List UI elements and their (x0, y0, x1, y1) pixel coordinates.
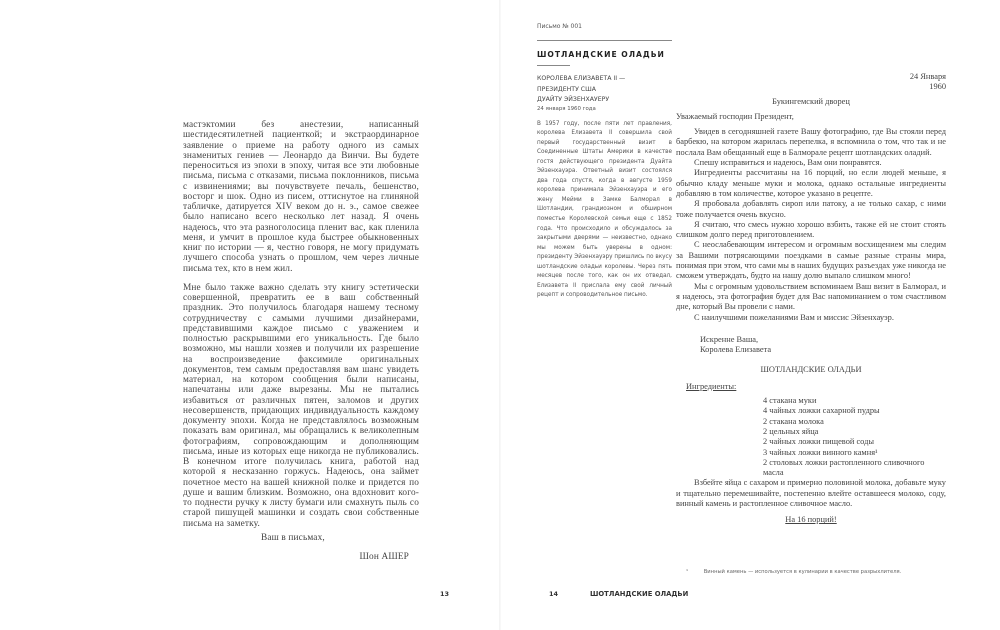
subtitle-line: ДУАЙТУ ЭЙЗЕНХАУЕРУ (537, 96, 610, 103)
preface-paragraph: Мне было также важно сделать эту книгу эстетически совершенной, превратить ее в ваш собственный праздник. Это получилось благодаря нашему тесному сотрудничеству с самыми лучшими дизайнерами, представившими каждое письмо с уважением и полностью раскрывшими его уникальность. Где было возможно, мы нашли хозяев и получили их разрешение на воспроизведение факсимиле оригинальных документов, тем самым предоставляя вам шанс увидеть материал, на котором сообщения были написаны, напечатаны или даже вырезаны. Мы не пытались избавиться от различных пятен, заломов и других несовершенств, придающих индивидуальность каждому документу эпохи. Когда не представлялось возможным показать вам оригинал, мы обращались к великолепным фотографиям, сопровождающим и дополняющим письма, иные из которых еще никогда не публиковались. В конечном итоге получилась книга, работой над которой я несказанно горжусь. Надеюсь, она займет почетное место на вашей книжной полке и придется по душе и вашим близким. Возможно, она вдохновит кого-то поднести ручку к листу бумаги или смахнуть пыль со старой пишущей машинки и создать свои собственные письма на заметку. (183, 282, 419, 529)
letter-date-year: 1960 (929, 82, 946, 92)
letter-paragraph: Я считаю, что смесь нужно хорошо взбить, также ей не стоит стоять слишком долго перед приготовлением. (676, 219, 946, 240)
ingredient-item: 4 стакана муки (763, 396, 817, 406)
preface-signature: Шон АШЕР (359, 552, 409, 562)
letter-text (676, 72, 946, 526)
ingredients-list (763, 396, 938, 478)
letter-place: Букингемский дворец (772, 96, 850, 106)
recipe-title: ШОТЛАНДСКИЕ ОЛАДЬИ (760, 365, 862, 375)
letter-paragraph: Увидев в сегодняшней газете Вашу фотографию, где Вы стояли перед барбекю, на котором жарилась перепелка, я вспомнила о том, что так и не послала Вам обещанный еще в Балморале рецепт шотландских оладий. (676, 127, 946, 157)
letter-paragraph: С неослабевающим интересом и огромным восхищением мы следим за Вашими потрясающими поездками в самые разные страны мира, понимая при этом, что сами мы в наших будущих разъездах уже никогда не сможем утверждать, будто на нашу долю выпало слишком много! (676, 240, 946, 281)
letter-closing: Искренне Ваша, (700, 334, 759, 344)
ingredient-item: 3 чайных ложки винного камня¹ (763, 447, 878, 457)
ingredient-item: 2 цельных яйца (763, 426, 819, 436)
letter-date-day: 24 Января (909, 72, 946, 81)
letter-intro: В 1957 году, после пяти лет правления, королева Елизавета II совершила свой первый государственный визит в Соединенные Штаты Америки в качестве гостя действующего президента Дуайта Эйзенхауэра. Ответный визит состоялся два года спустя, когда в августе 1959 королева принимала Эйзенхауэра и его жену Мейми в Замке Балморал в Шотландии, грандиозном и обширном поместье Королевской семьи еще с 1852 года. Что происходило и обсуждалось за закрытыми дверями — неизвестно, однако мы можем быть уверены в одном: президенту Эйзенхауэру пришлись по вкусу шотландские оладьи королевы. Через пять месяцев после того, как он их отведал, Елизавета II прислала ему свой личный рецепт и сопроводительное письмо. (537, 120, 672, 299)
letter-paragraph: Спешу исправиться и надеюсь, Вам они понравятся. (694, 158, 882, 168)
divider (537, 40, 672, 41)
ingredients-label: Ингредиенты: (686, 381, 737, 391)
running-title: ШОТЛАНДСКИЕ ОЛАДЬИ (590, 590, 689, 598)
subtitle-line: КОРОЛЕВА ЕЛИЗАВЕТА II — (537, 75, 626, 82)
letter-subtitle (537, 74, 672, 106)
ingredient-item: 2 чайных ложки пищевой соды (763, 437, 875, 447)
letter-intro-column (537, 20, 672, 301)
ingredient-item: 4 чайных ложки сахарной пудры (763, 406, 880, 416)
book-gutter (499, 0, 501, 630)
letter-greeting: Уважаемый господин Президент, (676, 111, 794, 121)
letter-signature: Королева Елизавета (700, 345, 772, 355)
letter-title: ШОТЛАНДСКИЕ ОЛАДЬИ (537, 50, 665, 59)
page-number-right: 14 (549, 590, 559, 598)
letter-number: Письмо № 001 (537, 23, 582, 30)
letter-paragraph: Я пробовала добавлять сироп или патоку, а не только сахар, с ними тоже получается очень вкусно. (676, 199, 946, 219)
preface-closing: Ваш в письмах, (261, 532, 325, 543)
letter-date: 24 января 1960 года (537, 105, 596, 112)
footnote-text: Винный камень — используется в кулинарии в качестве разрыхлителя. (703, 569, 902, 575)
letter-paragraph: Мы с огромным удовольствием вспоминаем Ваш визит в Балморал, и я надеюсь, эта фотография будет для Вас напоминанием о том счастливом дне, который Вы провели с нами. (676, 281, 946, 312)
preface-text (183, 120, 419, 571)
recipe-servings: На 16 порций! (785, 515, 837, 525)
ingredient-item: 2 стакана молока (763, 416, 824, 426)
letter-paragraph: Ингредиенты рассчитаны на 16 порций, но если людей меньше, я обычно кладу меньше муки и молока, однако остальные ингредиенты добавляю в том количестве, которое указано в рецепте. (676, 168, 946, 198)
letter-paragraph: С наилучшими пожеланиями Вам и миссис Эйзенхауэр. (694, 312, 894, 322)
recipe-instructions: Взбейте яйца с сахаром и примерно половиной молока, добавьте муку и тщательно перемешивайте, постепенно влейте оставшееся молоко, соду, винный камень и растопленное сливочное масло. (676, 478, 946, 508)
subtitle-line: ПРЕЗИДЕНТУ США (537, 85, 596, 93)
preface-paragraph: мастэктомии без анестезии, написанный шестидесятилетней пациенткой; и экстраординарное заявление о приеме на работу одного из самых знаменитых гениев — Леонардо да Винчи. Вы будете переноситься из эпохи в эпоху, читая все эти любовные письма, письма с отказами, письма поклонников, письма с извинениями; вы почувствуете печаль, бешенство, восторг и шок. Одно из писем, оттиснутое на глиняной табличке, датируется XIV веком до н. э., самое свежее было написано всего несколько лет назад. Я очень надеюсь, что эта разноголосица пленит вас, как пленила меня, и умчит в прошлое куда быстрее обыкновенных книг по истории — я, честно говоря, не могу придумать лучшего способа узнать о прошлом, чем через личные письма тех, кто в нем жил. (183, 120, 419, 274)
page-number-left: 13 (440, 590, 450, 598)
footnote (686, 569, 901, 575)
footnote-marker: ¹ (686, 569, 689, 575)
short-divider (537, 65, 570, 66)
ingredient-item: 2 столовых ложки растопленного сливочного масла (763, 457, 925, 478)
